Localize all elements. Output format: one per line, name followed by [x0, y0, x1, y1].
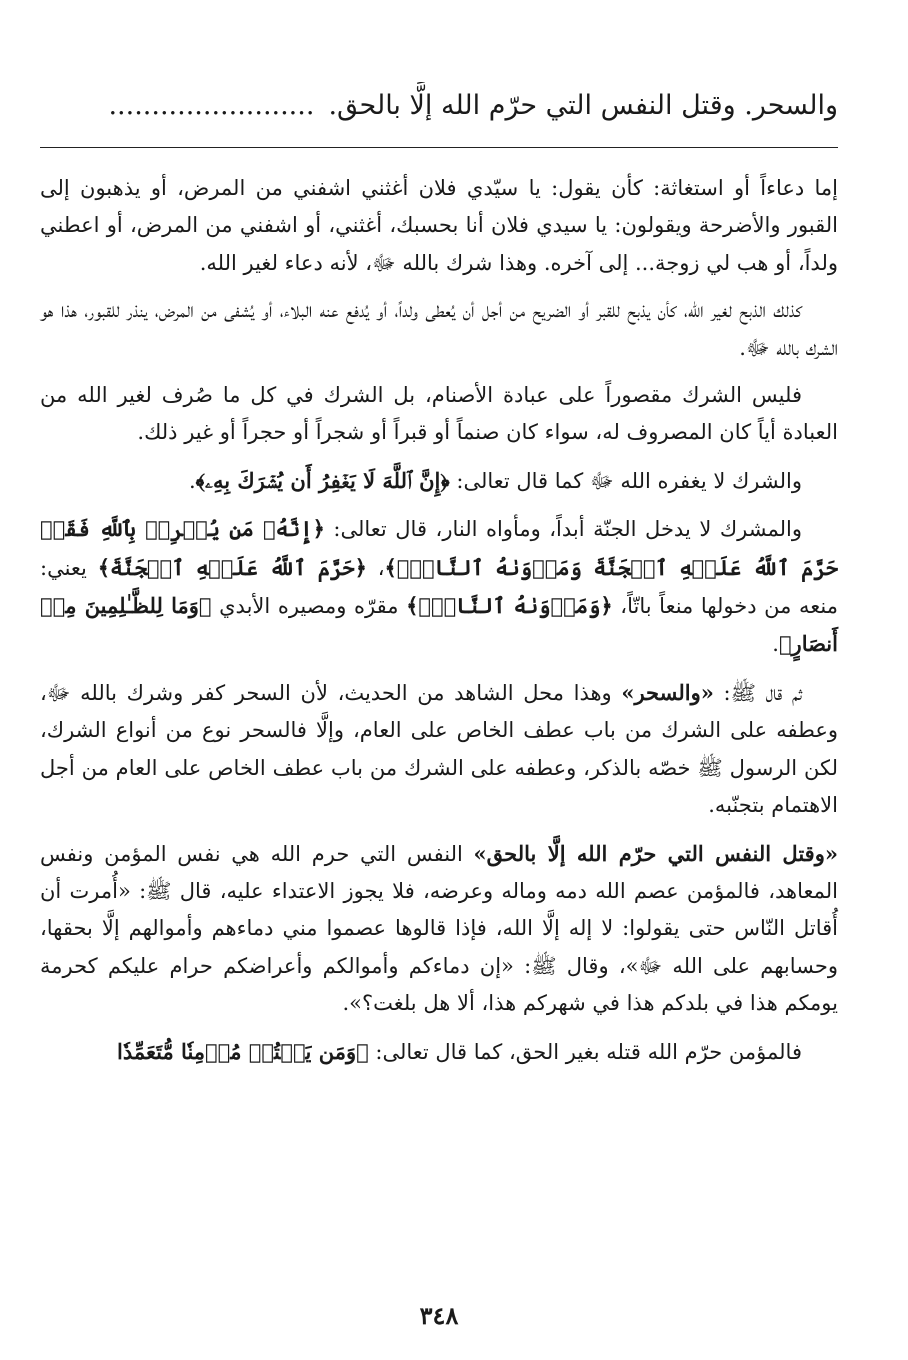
paragraph-4-after: .: [188, 468, 196, 493]
hadith-quote: «والسحر»: [621, 679, 714, 705]
quran-verse: ﴿حَرَّمَ ٱللَّهُ عَلَيۡهِ ٱلۡجَنَّةَ﴾: [97, 554, 367, 580]
paragraph-7: [40, 835, 838, 1023]
page-number: ٣٤٨: [419, 1301, 459, 1330]
paragraph-2: [40, 292, 838, 367]
paragraph-5-before: والمشرك لا يدخل الجنّة أبداً، ومأواه النار، قال تعالى:: [324, 517, 802, 542]
paragraph-3: [40, 377, 838, 452]
header-dots: ........................: [108, 90, 315, 121]
paragraph-1: [40, 170, 838, 282]
paragraph-3-text: فليس الشرك مقصوراً على عبادة الأصنام، بل الشرك في كل ما صُرف لغير الله من العبادة أياً كان المصروف له، سواء كان صنماً أو قبراً أو شجراً أو حجراً أو غير ذلك.: [40, 383, 838, 445]
paragraph-4-before: والشرك لا يغفره الله ﷻ كما قال تعالى:: [449, 468, 802, 493]
paragraph-5-middle2: يعني: منعه من دخولها منعاً باتّاً،: [40, 555, 838, 619]
quran-verse: ﴿إِنَّهُۥ مَن يُشۡرِكۡ بِٱللَّهِ فَقَدۡ حَرَّمَ ٱللَّهُ عَلَيۡهِ ٱلۡجَنَّةَ وَمَأۡوَىٰهُ ٱلنَّارُۖ﴾: [40, 516, 838, 580]
paragraph-6-after: وهذا محل الشاهد من الحديث، لأن السحر كفر وشرك بالله ﷻ، وعطفه على الشرك من باب عطف الخاص على العام، وإلَّا فالسحر نوع من أنواع الشرك، لكن الرسول ﷺ خصّه بالذكر، وعطفه على الشرك من باب عطف الخاص على العام من أجل الاهتمام بتجنّبه.: [40, 680, 838, 818]
header-title: والسحر. وقتل النفس التي حرّم الله إلَّا بالحق.: [328, 90, 838, 121]
paragraph-4: [40, 462, 838, 500]
body-text: [40, 170, 838, 1081]
paragraph-1-text: إما دعاءاً أو استغاثة: كأن يقول: يا سيّدي فلان أغثني اشفني من المرض، أو يذهبون إلى القبور والأضرحة ويقولون: يا سيدي فلان أنا بحسبك، أغثني، أو اشفني من المرض، أو اعطني ولداً، أو هب لي زوجة... إلى آخره. وهذا شرك بالله ﷻ، لأنه دعاء لغير الله.: [40, 176, 838, 275]
paragraph-8: [40, 1033, 838, 1071]
paragraph-6-before: ثم قال ﷺ:: [713, 680, 802, 705]
book-page: [40, 70, 838, 1330]
quran-verse: ﴿إِنَّ ٱللَّهَ لَا يَغۡفِرُ أَن يُشۡرَكَ بِهِۦ﴾: [195, 467, 450, 493]
paragraph-5-middle: ،: [366, 555, 385, 580]
running-header: [40, 82, 838, 130]
quran-verse: ﴿وَمَا لِلظَّـٰلِمِينَ مِنۡ أَنصَارٍ﴾: [40, 593, 838, 657]
paragraph-5-after: .: [772, 632, 779, 657]
paragraph-5-middle3: مقرّه ومصيره الأبدي: [211, 594, 407, 619]
paragraph-6: [40, 674, 838, 825]
paragraph-8-before: فالمؤمن حرّم الله قتله بغير الحق، كما قال تعالى:: [368, 1039, 802, 1064]
header-rule: [40, 147, 838, 148]
paragraph-5: [40, 510, 838, 664]
paragraph-7-after: النفس التي حرم الله هي نفس المؤمن ونفس المعاهد، فالمؤمن عصم الله دمه وماله وعرضه، فلا يجوز الاعتداء عليه، قال ﷺ: «أُمرت أن أُقاتل النّاس حتى يقولوا: لا إله إلَّا الله، فإذا قالوها عصموا مني دماءهم وأموالهم إلَّا بحقها، وحسابهم على الله ﷻ»، وقال ﷺ: «إن دماءكم وأموالكم وأعراضكم حرام عليكم كحرمة يومكم هذا في بلدكم هذا في شهركم هذا، ألا هل بلغت؟».: [40, 841, 838, 1016]
quran-verse: ﴿وَمَن يَقۡتُلۡ مُؤۡمِنٗا مُّتَعَمِّدٗا: [117, 1038, 369, 1064]
quran-verse: ﴿وَمَأۡوَىٰهُ ٱلنَّارُۖ﴾: [406, 593, 613, 619]
hadith-quote: «وقتل النفس التي حرّم الله إلَّا بالحق»: [473, 840, 838, 866]
paragraph-2-text: كذلك الذبح لغير الله، كأن يذبح للقبر أو الضريح من أجل أن يُعطى ولداً، أو يُدفع عنه البلاء، أو يُشفى من المرض، ينذر للقبور، هذا هو الشرك بالله ﷻ.: [40, 298, 838, 360]
